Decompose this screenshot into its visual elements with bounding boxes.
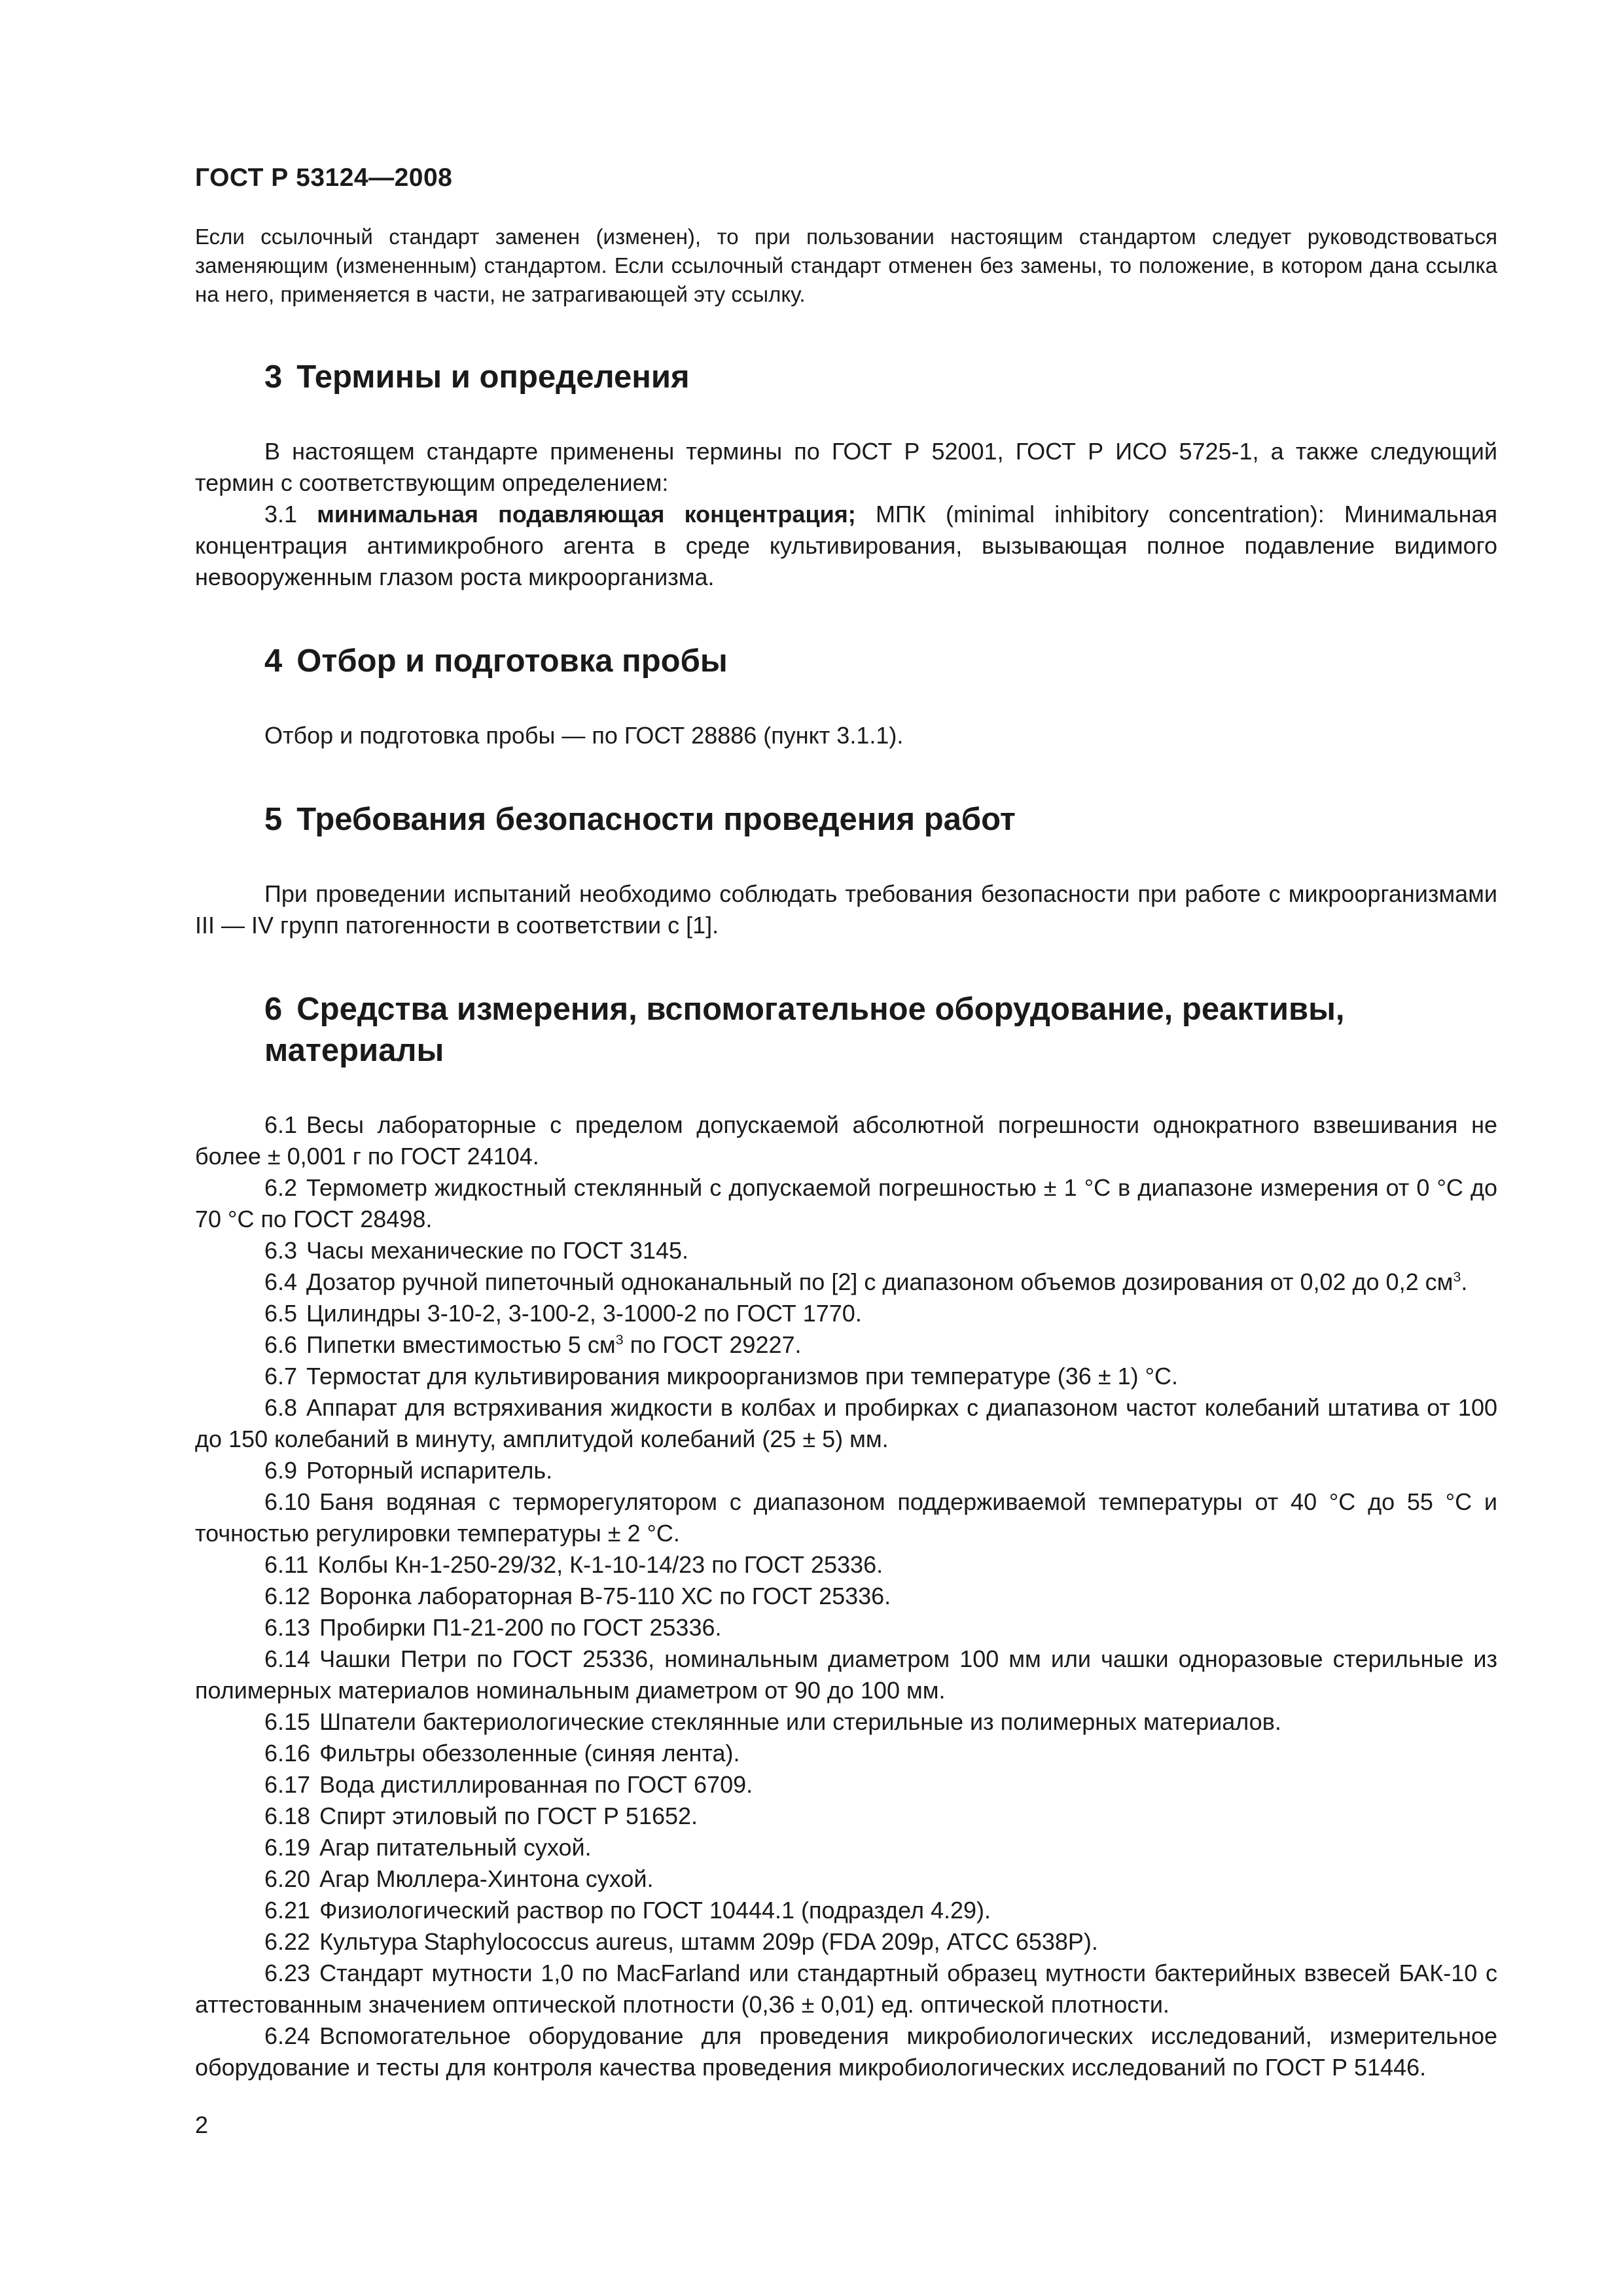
list-item: 6.8 Аппарат для встряхивания жидкости в колбах и пробирках с диапазоном частот колебаний штатива от 100 до 150 колебаний в минуту, амплитудой колебаний (25 ± 5) мм. bbox=[195, 1394, 1497, 1452]
section-3-heading bbox=[195, 357, 1497, 398]
section-5-body bbox=[195, 878, 1497, 941]
section-6-heading bbox=[195, 989, 1497, 1071]
section-5-paragraph: При проведении испытаний необходимо соблюдать требования безопасности при работе с микроорганизмами III — IV групп патогенности в соответствии с [1]. bbox=[195, 880, 1497, 939]
section-6-body bbox=[195, 1109, 1497, 2083]
list-item: 6.17 Вода дистиллированная по ГОСТ 6709. bbox=[264, 1771, 753, 1798]
list-item: 6.10 Баня водяная с терморегулятором с диапазоном поддерживаемой температуры от 40 °С до 55 °С и точностью регулировки температуры ± 2 °С. bbox=[195, 1488, 1497, 1547]
section-number: 3 bbox=[264, 359, 283, 395]
list-item: 6.4 Дозатор ручной пипеточный одноканальный по [2] с диапазоном объемов дозирования от 0,02 до 0,2 $см^3$. bbox=[264, 1268, 1468, 1295]
superscript: 3 bbox=[615, 1331, 624, 1348]
section-title: Требования безопасности проведения работ bbox=[296, 802, 1016, 837]
section-3-body bbox=[195, 436, 1497, 593]
section-title: Отбор и подготовка пробы bbox=[296, 643, 728, 679]
list-item: 6.20 Агар Мюллера-Хинтона сухой. bbox=[264, 1865, 654, 1892]
section-title: Термины и определения bbox=[296, 359, 690, 395]
list-item: 6.13 Пробирки П1-21-200 по ГОСТ 25336. bbox=[264, 1614, 722, 1641]
list-item: 6.1 Весы лабораторные с пределом допускаемой абсолютной погрешности однократного взвешивания не более ± 0,001 г по ГОСТ 24104. bbox=[195, 1111, 1497, 1170]
list-item: 6.11 Колбы Кн-1-250-29/32, К-1-10-14/23 по ГОСТ 25336. bbox=[264, 1551, 883, 1578]
section-4-body bbox=[195, 720, 1497, 751]
section-5-heading bbox=[195, 799, 1497, 840]
section-number: 5 bbox=[264, 802, 283, 837]
list-item: 6.18 Спирт этиловый по ГОСТ Р 51652. bbox=[264, 1803, 698, 1829]
list-item: 6.9 Роторный испаритель. bbox=[264, 1457, 553, 1484]
list-item: 6.16 Фильтры обеззоленные (синяя лента). bbox=[264, 1740, 740, 1767]
section-3-paragraph: В настоящем стандарте применены термины по ГОСТ Р 52001, ГОСТ Р ИСО 5725-1, а также следующий термин с соответствующим определением: bbox=[195, 438, 1497, 496]
page-number: 2 bbox=[195, 2111, 209, 2138]
list-item: 6.21 Физиологический раствор по ГОСТ 10444.1 (подраздел 4.29). bbox=[264, 1897, 991, 1924]
list-item: 6.2 Термометр жидкостный стеклянный с допускаемой погрешностью ± 1 °С в диапазоне измерения от 0 °С до 70 °С по ГОСТ 28498. bbox=[195, 1174, 1497, 1232]
document-content bbox=[195, 223, 1497, 2083]
list-item: 6.14 Чашки Петри по ГОСТ 25336, номинальным диаметром 100 мм или чашки одноразовые стерильные из полимерных материалов номинальным диаметром от 90 до 100 мм. bbox=[195, 1645, 1497, 1704]
section-4-heading bbox=[195, 641, 1497, 682]
section-title: Средства измерения, вспомогательное оборудование, реактивы, материалы bbox=[264, 992, 1345, 1068]
list-item: 6.24 Вспомогательное оборудование для проведения микробиологических исследований, измерительное оборудование и тесты для контроля качества проведения микробиологических исследований по ГОСТ Р 51446. bbox=[195, 2022, 1497, 2081]
term-text: МПК (minimal inhibitory concentration): Минимальная концентрация антимикробного агента в среде культивирования, вызывающая полное подавление видимого невооруженным глазом роста микроорганизма. bbox=[195, 501, 1497, 590]
term-name: минимальная подавляющая концентрация; bbox=[317, 501, 856, 528]
list-item: 6.12 Воронка лабораторная В-75-110 ХС по ГОСТ 25336. bbox=[264, 1583, 891, 1609]
term-number: 3.1 bbox=[264, 501, 298, 528]
document-header: ГОСТ Р 53124—2008 bbox=[195, 164, 453, 192]
list-item: 6.23 Стандарт мутности 1,0 по MacFarland или стандартный образец мутности бактерийных взвесей БАК-10 с аттестованным значением оптической плотности (0,36 ± 0,01) ед. оптической плотности. bbox=[195, 1960, 1497, 2018]
term-definition bbox=[195, 499, 1497, 593]
intro-paragraph: Если ссылочный стандарт заменен (изменен), то при пользовании настоящим стандартом следует руководствоваться заменяющим (измененным) стандартом. Если ссылочный стандарт отменен без замены, то положение, в котором дана ссылка на него, применяется в части, не затрагивающей эту ссылку. bbox=[195, 224, 1497, 306]
list-item: 6.3 Часы механические по ГОСТ 3145. bbox=[264, 1237, 689, 1264]
section-number: 4 bbox=[264, 643, 283, 679]
superscript: 3 bbox=[1453, 1268, 1461, 1285]
list-item: 6.7 Термостат для культивирования микроорганизмов при температуре (36 ± 1) °С. bbox=[264, 1363, 1178, 1390]
list-item: 6.5 Цилиндры 3-10-2, 3-100-2, 3-1000-2 по ГОСТ 1770. bbox=[264, 1300, 862, 1327]
list-item: 6.19 Агар питательный сухой. bbox=[264, 1834, 592, 1861]
list-item: 6.6 Пипетки вместимостью 5 $см^3$ по ГОСТ 29227. bbox=[264, 1331, 802, 1358]
list-item: 6.15 Шпатели бактериологические стеклянные или стерильные из полимерных материалов. bbox=[264, 1708, 1281, 1735]
section-number: 6 bbox=[264, 992, 283, 1027]
section-4-paragraph: Отбор и подготовка пробы — по ГОСТ 28886 (пункт 3.1.1). bbox=[264, 722, 904, 749]
list-item: 6.22 Культура Staphylococcus aureus, штамм 209р (FDA 209р, АТСС 6538Р). bbox=[264, 1928, 1098, 1955]
